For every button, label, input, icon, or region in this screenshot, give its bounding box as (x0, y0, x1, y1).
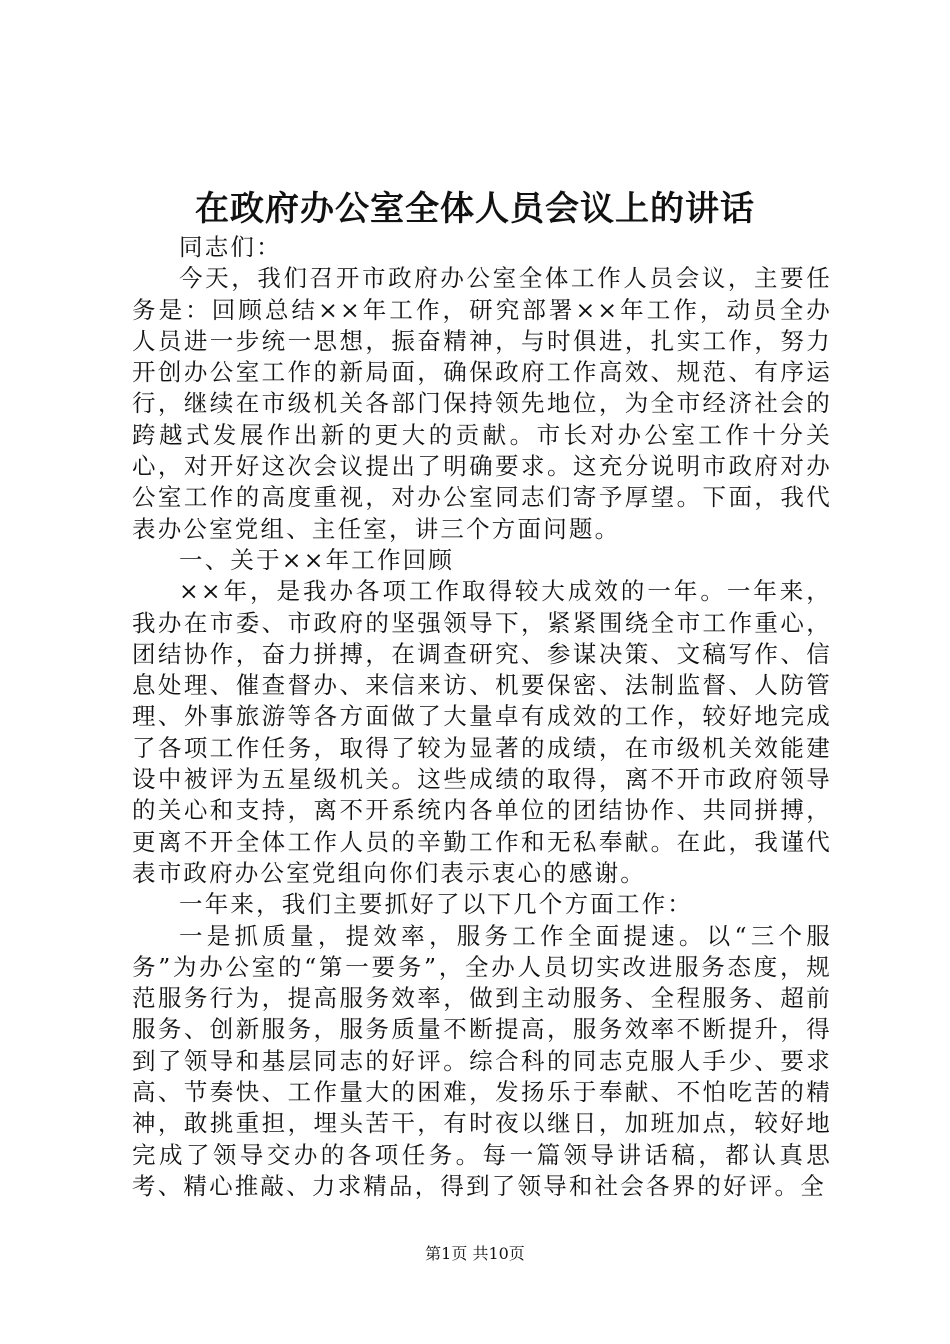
summary-intro-paragraph: 一年来，我们主要抓好了以下几个方面工作： (179, 890, 693, 919)
first-point-paragraph: 一是抓质量，提效率，服务工作全面提速。以“三个服务”为办公室的“第一要务”，全办人员切实改进服务态度，规范服务行为，提高服务效率，做到主动服务、全程服务、超前服务、创新服务，服务质量不断提高，服务效率不断提升，得到了领导和基层同志的好评。综合科的同志克服人手少、要求高、节奏快、工作量大的困难，发扬乐于奉献、不怕吃苦的精神，敢挑重担，埋头苦干，有时夜以继日，加班加点，较好地完成了领导交办的各项任务。每一篇领导讲话稿，都认真思考、精心推敲、力求精品，得到了领导和社会各界的好评。全 (132, 921, 832, 1200)
page-footer: 第1页 共10页 (425, 1244, 525, 1263)
document-body (132, 232, 832, 1202)
review-paragraph: ××年，是我办各项工作取得较大成效的一年。一年来，我办在市委、市政府的坚强领导下，紧紧围绕全市工作重心，团结协作，奋力拼搏，在调查研究、参谋决策、文稿写作、信息处理、催查督办、来信来访、机要保密、法制监督、人防管理、外事旅游等各方面做了大量卓有成效的工作，较好地完成了各项工作任务，取得了较为显著的成绩，在市级机关效能建设中被评为五星级机关。这些成绩的取得，离不开市政府领导的关心和支持，离不开系统内各单位的团结协作、共同拼搏，更离不开全体工作人员的辛勤工作和无私奉献。在此，我谨代表市政府办公室党组向你们表示衷心的感谢。 (132, 577, 832, 887)
section-heading: 一、关于××年工作回顾 (179, 545, 455, 574)
salutation-paragraph: 同志们： (179, 233, 282, 261)
document-title: 在政府办公室全体人员会议上的讲话 (195, 189, 755, 229)
intro-paragraph: 今天，我们召开市政府办公室全体工作人员会议，主要任务是：回顾总结××年工作，研究部署××年工作，动员全办人员进一步统一思想，振奋精神，与时俱进，扎实工作，努力开创办公室工作的新局面，确保政府工作高效、规范、有序运行，继续在市级机关各部门保持领先地位，为全市经济社会的跨越式发展作出新的更大的贡献。市长对办公室工作十分关心，对开好这次会议提出了明确要求。这充分说明市政府对办公室工作的高度重视，对办公室同志们寄予厚望。下面，我代表办公室党组、主任室，讲三个方面问题。 (132, 264, 832, 543)
